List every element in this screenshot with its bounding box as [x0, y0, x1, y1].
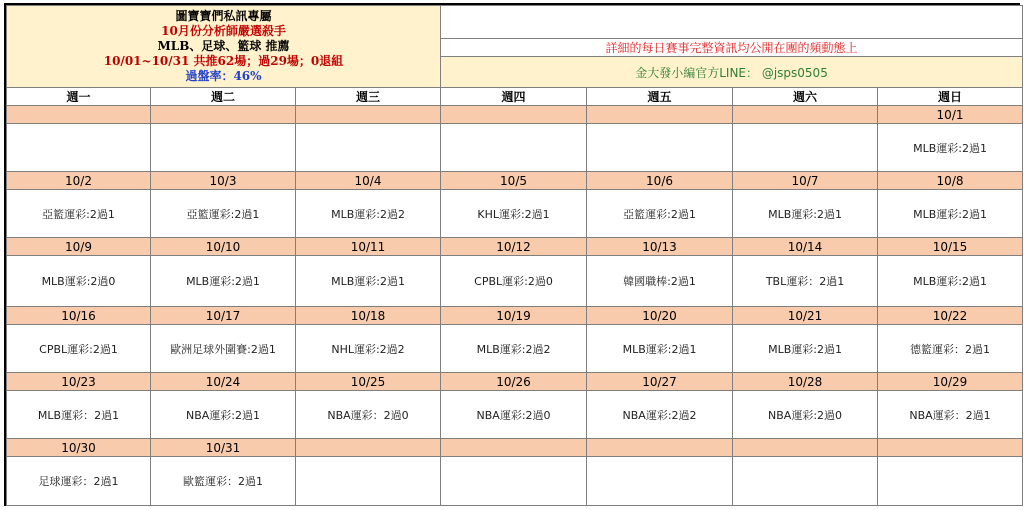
date-cell: 10/19 [441, 307, 587, 325]
date-cell: 10/8 [878, 172, 1023, 190]
result-cell: MLB運彩：2過1 [7, 391, 151, 439]
date-cell: 10/20 [587, 307, 733, 325]
result-row [7, 457, 1023, 506]
date-cell: 10/2 [7, 172, 151, 190]
result-cell [733, 124, 878, 172]
date-cell [296, 439, 441, 457]
date-cell [296, 106, 441, 124]
date-cell: 10/25 [296, 373, 441, 391]
result-cell: TBL運彩：2過1 [733, 256, 878, 307]
date-cell: 10/1 [878, 106, 1023, 124]
result-cell: 足球運彩：2過1 [7, 457, 151, 506]
result-cell: NBA運彩：2過1 [878, 391, 1023, 439]
result-cell [441, 124, 587, 172]
result-row [7, 391, 1023, 439]
result-cell: CPBL運彩:2過0 [441, 256, 587, 307]
result-cell: MLB運彩:2過1 [878, 190, 1023, 238]
line-contact: 金大發小編官方LINE： @jsps0505 [441, 57, 1023, 88]
header-box [7, 6, 441, 88]
notice-text: 詳細的每日賽事完整資訊均公開在團的頻動態上 [441, 39, 1023, 57]
date-cell [587, 106, 733, 124]
result-cell [441, 457, 587, 506]
result-cell: NBA運彩：2過0 [296, 391, 441, 439]
date-cell: 10/31 [151, 439, 296, 457]
pass-rate: 過盤率：46% [185, 69, 262, 83]
weekday-header: 週六 [733, 88, 878, 106]
date-cell: 10/28 [733, 373, 878, 391]
result-cell: MLB運彩:2過1 [587, 325, 733, 373]
date-cell [587, 439, 733, 457]
result-cell: NHL運彩:2過2 [296, 325, 441, 373]
calendar-table [6, 5, 1023, 506]
date-cell: 10/14 [733, 238, 878, 256]
result-cell [296, 457, 441, 506]
weekday-header: 週一 [7, 88, 151, 106]
weekday-header: 週三 [296, 88, 441, 106]
result-cell [151, 124, 296, 172]
date-cell: 10/23 [7, 373, 151, 391]
date-row [7, 373, 1023, 391]
result-cell: 歐洲足球外圍賽:2過1 [151, 325, 296, 373]
result-cell [878, 457, 1023, 506]
weekday-header: 週日 [878, 88, 1023, 106]
date-cell: 10/11 [296, 238, 441, 256]
result-cell [587, 457, 733, 506]
date-cell: 10/21 [733, 307, 878, 325]
result-cell: KHL運彩:2過1 [441, 190, 587, 238]
sports-label: MLB、足球、籃球 推薦 [157, 39, 290, 53]
date-row [7, 307, 1023, 325]
date-cell [7, 106, 151, 124]
result-cell: MLB運彩:2過1 [733, 190, 878, 238]
result-cell: 亞籃運彩:2過1 [151, 190, 296, 238]
result-cell [733, 457, 878, 506]
date-cell [733, 106, 878, 124]
result-cell [7, 124, 151, 172]
date-cell: 10/29 [878, 373, 1023, 391]
result-cell [587, 124, 733, 172]
date-cell: 10/26 [441, 373, 587, 391]
date-cell [733, 439, 878, 457]
result-cell: MLB運彩:2過1 [296, 256, 441, 307]
date-cell: 10/13 [587, 238, 733, 256]
date-row [7, 238, 1023, 256]
result-cell: NBA運彩:2過0 [441, 391, 587, 439]
weekday-header: 週四 [441, 88, 587, 106]
summary-text: 10/01~10/31 共推62場；過29場；0退組 [103, 54, 344, 68]
result-cell: NBA運彩:2過2 [587, 391, 733, 439]
date-cell: 10/18 [296, 307, 441, 325]
date-cell: 10/7 [733, 172, 878, 190]
result-cell: MLB運彩:2過2 [296, 190, 441, 238]
result-row [7, 190, 1023, 238]
weekday-header: 週五 [587, 88, 733, 106]
result-cell: 亞籃運彩:2過1 [7, 190, 151, 238]
result-cell: 德籃運彩：2過1 [878, 325, 1023, 373]
date-cell: 10/9 [7, 238, 151, 256]
result-cell: MLB運彩:2過0 [7, 256, 151, 307]
date-cell: 10/10 [151, 238, 296, 256]
result-cell [296, 124, 441, 172]
result-cell: MLB運彩:2過1 [733, 325, 878, 373]
result-row [7, 256, 1023, 307]
result-cell: CPBL運彩:2過1 [7, 325, 151, 373]
weekday-header: 週二 [151, 88, 296, 106]
page-subtitle: 10月份分析師嚴選殺手 [161, 24, 286, 38]
result-row [7, 325, 1023, 373]
date-cell: 10/17 [151, 307, 296, 325]
date-cell [441, 106, 587, 124]
calendar-sheet [4, 3, 1020, 506]
date-cell: 10/6 [587, 172, 733, 190]
result-cell: MLB運彩:2過2 [441, 325, 587, 373]
result-cell: NBA運彩:2過1 [151, 391, 296, 439]
date-cell: 10/5 [441, 172, 587, 190]
date-cell: 10/4 [296, 172, 441, 190]
date-cell: 10/22 [878, 307, 1023, 325]
date-cell: 10/12 [441, 238, 587, 256]
header-blank [441, 6, 1023, 39]
date-cell: 10/3 [151, 172, 296, 190]
date-cell: 10/27 [587, 373, 733, 391]
date-cell [441, 439, 587, 457]
date-row [7, 439, 1023, 457]
result-row [7, 124, 1023, 172]
date-cell [878, 439, 1023, 457]
result-cell: MLB運彩:2過1 [878, 256, 1023, 307]
result-cell: MLB運彩:2過1 [878, 124, 1023, 172]
result-cell: 亞籃運彩:2過1 [587, 190, 733, 238]
date-cell: 10/15 [878, 238, 1023, 256]
result-cell: 歐籃運彩：2過1 [151, 457, 296, 506]
date-row [7, 172, 1023, 190]
date-row [7, 106, 1023, 124]
result-cell: MLB運彩:2過1 [151, 256, 296, 307]
page-title: 圖寶寶們私訊專屬 [175, 9, 272, 23]
result-cell: 韓國職棒:2過1 [587, 256, 733, 307]
date-cell: 10/16 [7, 307, 151, 325]
date-cell [151, 106, 296, 124]
result-cell: NBA運彩:2過0 [733, 391, 878, 439]
date-cell: 10/30 [7, 439, 151, 457]
date-cell: 10/24 [151, 373, 296, 391]
